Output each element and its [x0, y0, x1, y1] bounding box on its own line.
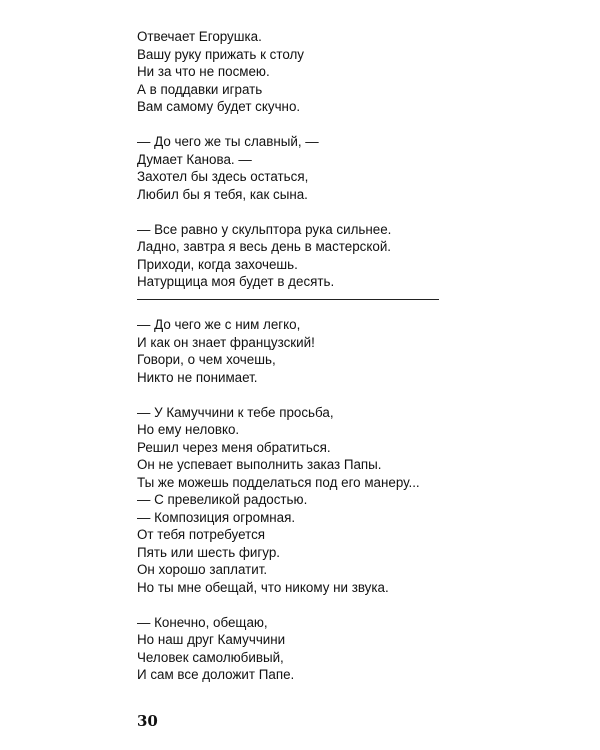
- stanza: [137, 614, 457, 684]
- text-line: Любил бы я тебя, как сына.: [137, 186, 308, 202]
- text-line: — С превеликой радостью.: [137, 492, 308, 507]
- lower-text-block: [137, 316, 457, 684]
- text-line: Говори, о чем хочешь,: [137, 352, 276, 367]
- stanza: [137, 28, 457, 116]
- upper-text-block: [137, 28, 457, 291]
- section-divider: [137, 299, 439, 300]
- text-line: — До чего же ты славный, —: [137, 134, 319, 149]
- stanza: [137, 133, 457, 203]
- text-line: Думает Канова. —: [137, 151, 252, 167]
- text-line: Но ему неловко.: [137, 422, 240, 437]
- text-line: Человек самолюбивый,: [137, 649, 284, 665]
- text-line: Натурщица моя будет в десять.: [137, 274, 335, 289]
- text-line: Но ты мне обещай, что никому ни звука.: [137, 579, 389, 595]
- stanza: [137, 221, 457, 291]
- page-number: 30: [137, 712, 158, 730]
- text-line: Но наш друг Камуччини: [137, 632, 286, 647]
- text-line: — Конечно, обещаю,: [137, 614, 268, 630]
- text-line: Приходи, когда захочешь.: [137, 256, 298, 272]
- stanza-gap: [137, 386, 457, 404]
- text-line: — У Камуччини к тебе просьба,: [137, 404, 334, 420]
- stanza-gap: [137, 116, 457, 134]
- text-line: Он хорошо заплатит.: [137, 562, 268, 577]
- text-line: Никто не понимает.: [137, 369, 258, 385]
- text-line: Пять или шесть фигур.: [137, 544, 281, 560]
- stanza-gap: [137, 203, 457, 221]
- text-line: Отвечает Егорушка.: [137, 29, 262, 44]
- text-line: Захотел бы здесь остаться,: [137, 169, 309, 184]
- text-line: — До чего же с ним легко,: [137, 317, 301, 332]
- text-line: Он не успевает выполнить заказ Папы.: [137, 457, 382, 472]
- text-line: — Все равно у скульптора рука сильнее.: [137, 221, 392, 237]
- text-line: Ты же можешь подделаться под его манеру...: [137, 474, 420, 490]
- text-line: Ни за что не посмею.: [137, 64, 270, 79]
- text-line: От тебя потребуется: [137, 527, 266, 542]
- text-line: А в поддавки играть: [137, 81, 263, 97]
- text-line: — Композиция огромная.: [137, 509, 296, 525]
- stanza: [137, 404, 457, 597]
- text-line: Решил через меня обратиться.: [137, 439, 331, 455]
- text-line: Вам самому будет скучно.: [137, 99, 301, 114]
- stanza: [137, 316, 457, 386]
- text-line: И как он знает французский!: [137, 334, 315, 350]
- text-line: Ладно, завтра я весь день в мастерской.: [137, 239, 392, 254]
- stanza-gap: [137, 596, 457, 614]
- text-line: И сам все доложит Папе.: [137, 667, 295, 682]
- text-line: Вашу руку прижать к столу: [137, 46, 304, 62]
